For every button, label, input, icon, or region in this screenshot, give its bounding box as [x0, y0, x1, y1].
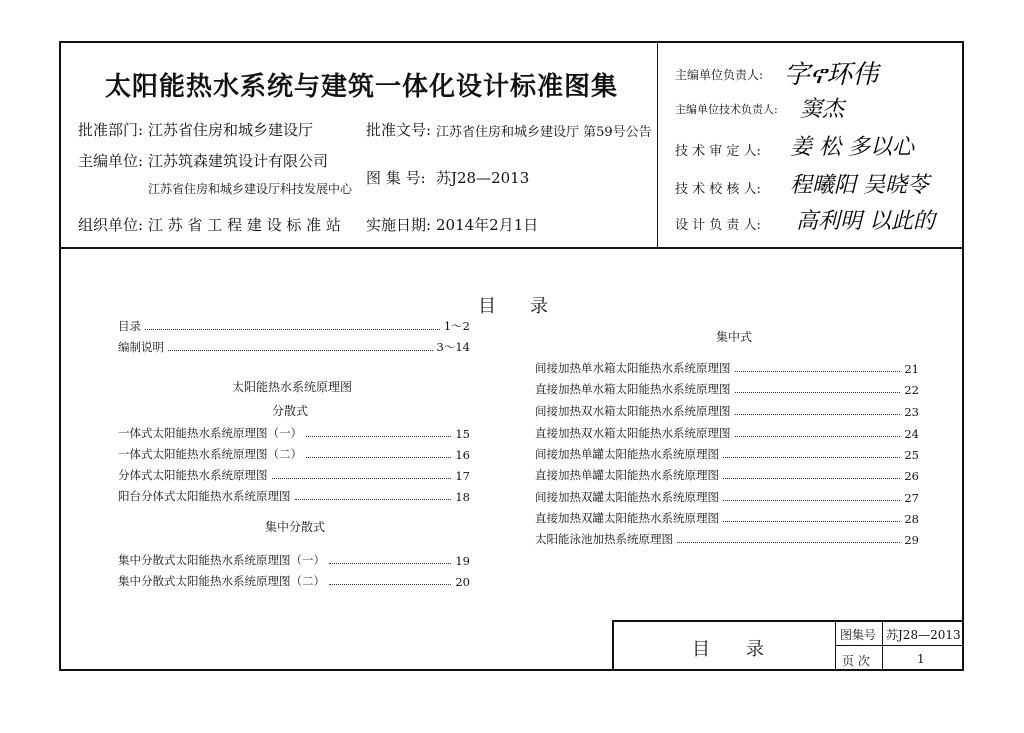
toc-label: 分体式太阳能热水系统原理图: [118, 468, 268, 482]
toc-label: 一体式太阳能热水系统原理图（二）: [118, 447, 302, 461]
header-bottom-rule: [59, 247, 964, 249]
toc-page: 21: [904, 362, 919, 376]
org-unit: 江 苏 省 工 程 建 设 标 准 站: [148, 216, 341, 234]
toc-label: 阳台分体式太阳能热水系统原理图: [118, 489, 291, 503]
leader-dots: [329, 563, 451, 564]
section-solar-diagrams: 太阳能热水系统原理图: [232, 380, 353, 394]
editor-unit-2: 江苏省住房和城乡建设厅科技发展中心: [148, 182, 353, 196]
atlas-label: 图集号: [840, 628, 877, 642]
sig-label-design: 设 计 负 责 人:: [675, 218, 761, 233]
toc-label: 目录: [118, 319, 141, 333]
toc-row[interactable]: [118, 488, 470, 504]
leader-dots: [306, 457, 451, 458]
toc-label: 太阳能泳池加热系统原理图: [535, 532, 673, 546]
toc-heading: 目录: [478, 296, 582, 317]
leader-dots: [735, 414, 901, 415]
sig-label-review: 技 术 审 定 人:: [675, 144, 761, 159]
toc-page: 26: [904, 469, 919, 483]
leader-dots: [723, 521, 900, 522]
toc-row[interactable]: [118, 467, 470, 483]
signature-check: 程曦阳 吴晓苓: [790, 173, 929, 198]
toc-page: 3～14: [436, 340, 470, 354]
toc-page: 29: [904, 533, 919, 547]
page-title: 太阳能热水系统与建筑一体化设计标准图集: [105, 72, 619, 102]
leader-dots: [272, 478, 452, 479]
sig-label-check: 技 术 校 核 人:: [675, 182, 761, 197]
toc-label: 直接加热双水箱太阳能热水系统原理图: [535, 426, 731, 440]
toc-row[interactable]: [118, 446, 470, 462]
leader-dots: [735, 436, 901, 437]
section-dispersed: 分散式: [272, 404, 309, 418]
leader-dots: [306, 436, 451, 437]
signature-review: 姜 松 多以心: [790, 135, 914, 160]
signature-design: 高利明 以此的: [796, 209, 935, 234]
toc-row[interactable]: [535, 510, 919, 526]
leader-dots: [735, 392, 901, 393]
toc-label: 直接加热双罐太阳能热水系统原理图: [535, 511, 719, 525]
toc-page: 19: [455, 554, 470, 568]
title-block-name: 目录: [692, 639, 800, 660]
org-unit-label: 组织单位:: [78, 216, 144, 234]
toc-page: 16: [455, 448, 470, 462]
toc-row[interactable]: [535, 446, 919, 462]
signature-chief: 字ኖ环伟: [784, 60, 879, 90]
approval-dept-label: 批准部门:: [78, 121, 144, 139]
toc-page: 18: [455, 490, 470, 504]
toc-row[interactable]: [118, 339, 470, 355]
leader-dots: [723, 457, 900, 458]
editor-unit-1: 江苏筑森建筑设计有限公司: [148, 152, 329, 170]
section-central: 集中式: [716, 330, 753, 344]
toc-row[interactable]: [118, 552, 470, 568]
page-label: 页 次: [842, 654, 870, 668]
toc-label: 直接加热单罐太阳能热水系统原理图: [535, 468, 719, 482]
toc-row[interactable]: [118, 318, 470, 334]
toc-row[interactable]: [535, 403, 919, 419]
toc-label: 集中分散式太阳能热水系统原理图（二）: [118, 574, 325, 588]
leader-dots: [723, 478, 900, 479]
toc-row[interactable]: [535, 531, 919, 547]
atlas-value: 苏J28—2013: [886, 628, 961, 642]
sig-label-chief: 主编单位负责人:: [675, 68, 764, 82]
toc-label: 间接加热双罐太阳能热水系统原理图: [535, 490, 719, 504]
leader-dots: [677, 542, 900, 543]
toc-row[interactable]: [535, 489, 919, 505]
toc-label: 集中分散式太阳能热水系统原理图（一）: [118, 553, 325, 567]
atlas-no-label: 图 集 号:: [366, 169, 426, 187]
toc-label: 一体式太阳能热水系统原理图（一）: [118, 426, 302, 440]
toc-row[interactable]: [118, 573, 470, 589]
toc-row[interactable]: [118, 425, 470, 441]
toc-label: 间接加热单水箱太阳能热水系统原理图: [535, 361, 731, 375]
toc-page: 17: [455, 469, 470, 483]
toc-page: 1～2: [443, 319, 470, 333]
leader-dots: [145, 329, 440, 330]
title-block-divider-1: [835, 621, 836, 671]
toc-page: 27: [904, 491, 919, 505]
signature-tech-chief: 窦杰: [800, 97, 845, 122]
header-divider: [657, 41, 658, 248]
approval-doc: 江苏省住房和城乡建设厅 第59号公告: [436, 125, 652, 140]
toc-page: 15: [455, 427, 470, 441]
toc-page: 22: [904, 383, 919, 397]
sig-label-tech-chief: 主编单位技术负责人:: [675, 103, 778, 116]
atlas-no: 苏J28—2013: [436, 169, 530, 187]
title-block-divider-2: [882, 621, 883, 671]
leader-dots: [295, 499, 452, 500]
toc-label: 间接加热双水箱太阳能热水系统原理图: [535, 404, 731, 418]
effective-label: 实施日期:: [366, 216, 432, 234]
title-block-midline: [835, 645, 964, 646]
toc-page: 23: [904, 405, 919, 419]
toc-row[interactable]: [535, 381, 919, 397]
section-central-dispersed: 集中分散式: [265, 520, 326, 534]
leader-dots: [329, 584, 451, 585]
page-value: 1: [917, 652, 925, 666]
approval-doc-label: 批准文号:: [366, 121, 432, 139]
effective-date: 2014年2月1日: [436, 216, 539, 234]
toc-row[interactable]: [535, 360, 919, 376]
toc-label: 直接加热单水箱太阳能热水系统原理图: [535, 382, 731, 396]
toc-page: 20: [455, 575, 470, 589]
toc-label: 间接加热单罐太阳能热水系统原理图: [535, 447, 719, 461]
toc-row[interactable]: [535, 425, 919, 441]
approval-dept: 江苏省住房和城乡建设厅: [148, 121, 314, 139]
leader-dots: [723, 500, 900, 501]
toc-page: 25: [904, 448, 919, 462]
leader-dots: [168, 350, 433, 351]
editor-unit-label: 主编单位:: [78, 152, 144, 170]
toc-row[interactable]: [535, 467, 919, 483]
toc-label: 编制说明: [118, 340, 164, 354]
toc-page: 28: [904, 512, 919, 526]
leader-dots: [735, 371, 901, 372]
toc-page: 24: [904, 427, 919, 441]
